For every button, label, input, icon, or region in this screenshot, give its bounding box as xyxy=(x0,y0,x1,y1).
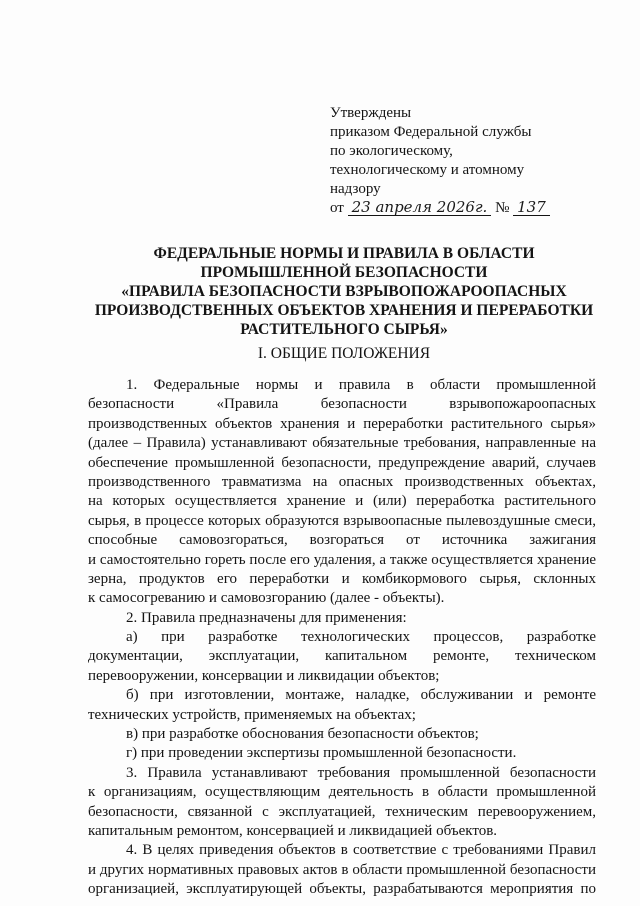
text-line: на которых осуществляется хранение и (или) переработка растительного xyxy=(88,493,596,510)
text-line: и других нормативных правовых актов в области промышленной безопасности xyxy=(88,861,596,878)
title-line: ПРОИЗВОДСТВЕННЫХ ОБЪЕКТОВ ХРАНЕНИЯ И ПЕРЕРАБОТКИ xyxy=(94,302,594,319)
approval-block xyxy=(330,104,590,218)
text-line: в) при разработке обоснования безопасности объектов; xyxy=(126,726,479,743)
document-body xyxy=(88,376,596,900)
text-line: производственных объектов хранения и переработки растительного сырья» xyxy=(88,415,596,432)
text-line: безопасности «Правила безопасности взрывопожароопасных xyxy=(88,396,596,413)
title-line: ФЕДЕРАЛЬНЫЕ НОРМЫ И ПРАВИЛА В ОБЛАСТИ xyxy=(153,245,535,262)
handwritten-date: 23 апреля 2026г. xyxy=(348,199,492,216)
text-line: б) при изготовлении, монтаже, наладке, обслуживании и ремонте xyxy=(126,687,596,704)
title-line: РАСТИТЕЛЬНОГО СЫРЬЯ» xyxy=(240,321,448,338)
text-line: к самосогреванию и самовозгоранию (далее - объекты). xyxy=(88,590,445,607)
text-line: перевооружении, консервации и ликвидации объектов; xyxy=(88,667,440,684)
text-line: способные самовозгораться, возгораться от источника зажигания xyxy=(88,532,596,549)
handwritten-number: 137 xyxy=(513,199,550,216)
text-line: зерна, продуктов его переработки и комбикормового сырья, склонных xyxy=(88,570,596,587)
text-line: и самостоятельно гореть после его удаления, а также осуществляется хранение xyxy=(88,551,596,568)
number-label: № xyxy=(495,200,510,216)
text-line: организацией, эксплуатирующей объекты, разрабатываются мероприятия по xyxy=(88,881,596,898)
approval-line: Утверждены xyxy=(330,105,412,121)
text-line: капитальным ремонтом, консервацией и ликвидацией объектов. xyxy=(88,822,498,839)
section-heading: I. ОБЩИЕ ПОЛОЖЕНИЯ xyxy=(257,345,431,362)
text-line: обеспечение промышленной безопасности, предупреждение аварий, случаев xyxy=(88,454,596,471)
approval-line: приказом Федеральной службы xyxy=(330,124,532,140)
approval-line: технологическому и атомному xyxy=(330,162,525,178)
text-line: технических устройств, применяемых на объектах; xyxy=(88,706,416,723)
document-title xyxy=(80,244,608,339)
text-line: 2. Правила предназначены для применения: xyxy=(126,609,407,626)
text-line: 1. Федеральные нормы и правила в области промышленной xyxy=(126,377,596,393)
text-line: безопасности, связанной с эксплуатацией, техническим перевооружением, xyxy=(88,803,596,820)
text-line: 3. Правила устанавливают требования промышленной безопасности xyxy=(126,764,596,781)
text-line: производственного травматизма на опасных производственных объектах, xyxy=(88,473,596,490)
text-line: документации, эксплуатации, капитальном ремонте, техническом xyxy=(88,648,596,665)
text-line: (далее – Правила) устанавливают обязательные требования, направленные на xyxy=(88,435,596,452)
approval-date-line xyxy=(330,199,590,218)
text-line: г) при проведении экспертизы промышленной безопасности. xyxy=(126,745,517,762)
text-line: сырья, в процессе которых образуются взрывоопасные пылевоздушные смеси, xyxy=(88,512,596,529)
text-line: к организациям, осуществляющим деятельность в области промышленной xyxy=(88,784,596,801)
date-prefix: от xyxy=(330,200,344,216)
title-line: ПРОМЫШЛЕННОЙ БЕЗОПАСНОСТИ xyxy=(200,264,488,281)
approval-line: надзору xyxy=(330,181,381,197)
text-line: а) при разработке технологических процессов, разработке xyxy=(126,629,596,646)
title-line: «ПРАВИЛА БЕЗОПАСНОСТИ ВЗРЫВОПОЖАРООПАСНЫХ xyxy=(121,283,567,300)
text-line: 4. В целях приведения объектов в соответствие с требованиями Правил xyxy=(126,842,596,859)
approval-line: по экологическому, xyxy=(330,143,453,159)
